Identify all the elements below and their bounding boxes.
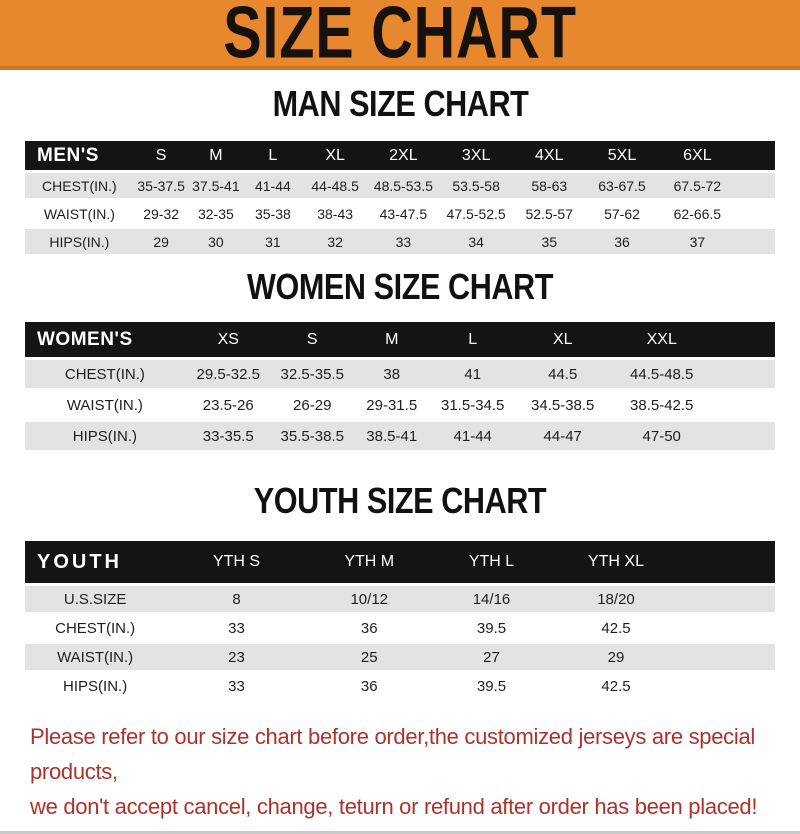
size-value: 23 [165, 644, 308, 670]
size-value: 33 [165, 673, 308, 699]
spacer-cell [680, 644, 775, 670]
mens-hips-row [25, 229, 775, 254]
row-label: WAIST(IN.) [25, 391, 185, 419]
size-value: 30 [189, 229, 244, 254]
size-value: 41-44 [431, 422, 515, 450]
mens-size-table [25, 138, 775, 257]
row-label: CHEST(IN.) [25, 173, 134, 198]
mens-col-l: L [243, 141, 302, 170]
size-value: 44.5 [515, 360, 611, 388]
size-value: 58-63 [513, 173, 585, 198]
size-value: 41-44 [243, 173, 302, 198]
womens-col-s: S [272, 322, 353, 357]
size-value: 35-37.5 [134, 173, 189, 198]
spacer-cell [736, 201, 775, 226]
size-value: 48.5-53.5 [368, 173, 439, 198]
size-value: 36 [308, 673, 431, 699]
youth-size-table [25, 538, 775, 702]
size-value: 34.5-38.5 [515, 391, 611, 419]
size-value: 52.5-57 [513, 201, 585, 226]
size-value: 62-66.5 [659, 201, 736, 226]
row-label: HIPS(IN.) [25, 673, 165, 699]
size-value: 35.5-38.5 [272, 422, 353, 450]
title-banner [0, 0, 800, 74]
size-value: 33 [165, 615, 308, 641]
size-value: 38.5-42.5 [611, 391, 713, 419]
size-value: 38-43 [303, 201, 368, 226]
size-value: 35-38 [243, 201, 302, 226]
womens-table-title: WOMEN'S [25, 322, 185, 357]
size-value: 31.5-34.5 [431, 391, 515, 419]
size-value: 39.5 [431, 615, 553, 641]
mens-chest-row [25, 173, 775, 198]
size-value: 29.5-32.5 [185, 360, 272, 388]
youth-header-row [25, 541, 775, 583]
man-section-heading-text: MAN SIZE CHART [272, 83, 528, 124]
size-value: 27 [431, 644, 553, 670]
row-label: CHEST(IN.) [25, 360, 185, 388]
size-value: 36 [585, 229, 659, 254]
size-value: 63-67.5 [585, 173, 659, 198]
size-value: 8 [165, 586, 308, 612]
row-label: U.S.SIZE [25, 586, 165, 612]
size-value: 14/16 [431, 586, 553, 612]
spacer-cell [680, 586, 775, 612]
youth-col-xl: YTH XL [552, 541, 680, 583]
size-value: 38.5-41 [353, 422, 431, 450]
size-value: 32.5-35.5 [272, 360, 353, 388]
womens-header-row [25, 322, 775, 357]
youth-ussize-row [25, 586, 775, 612]
size-value: 37 [659, 229, 736, 254]
mens-col-m: M [189, 141, 244, 170]
size-value: 42.5 [552, 673, 680, 699]
size-value: 35 [513, 229, 585, 254]
size-value: 57-62 [585, 201, 659, 226]
youth-col-l: YTH L [431, 541, 553, 583]
size-value: 26-29 [272, 391, 353, 419]
disclaimer-line-1: Please refer to our size chart before order,the customized jerseys are special products, [30, 724, 755, 784]
size-value: 32 [303, 229, 368, 254]
womens-col-m: M [353, 322, 431, 357]
spacer-cell [680, 673, 775, 699]
size-value: 29 [552, 644, 680, 670]
size-value: 47.5-52.5 [439, 201, 513, 226]
youth-waist-row [25, 644, 775, 670]
row-label: CHEST(IN.) [25, 615, 165, 641]
disclaimer-line-2: we don't accept cancel, change, teturn or refund after order has been placed! [30, 794, 758, 819]
size-value: 43-47.5 [368, 201, 439, 226]
womens-col-l: L [431, 322, 515, 357]
size-value: 33 [368, 229, 439, 254]
spacer-cell [680, 541, 775, 583]
womens-col-xl: XL [515, 322, 611, 357]
womens-chest-row [25, 360, 775, 388]
mens-col-s: S [134, 141, 189, 170]
mens-col-3xl: 3XL [439, 141, 513, 170]
youth-hips-row [25, 673, 775, 699]
size-value: 36 [308, 615, 431, 641]
women-section-heading [0, 266, 800, 308]
youth-table-title: YOUTH [25, 541, 165, 583]
size-value: 34 [439, 229, 513, 254]
mens-col-2xl: 2XL [368, 141, 439, 170]
size-value: 53.5-58 [439, 173, 513, 198]
mens-col-4xl: 4XL [513, 141, 585, 170]
womens-size-table [25, 319, 775, 453]
row-label: WAIST(IN.) [25, 201, 134, 226]
womens-col-xs: XS [185, 322, 272, 357]
youth-chest-row [25, 615, 775, 641]
womens-waist-row [25, 391, 775, 419]
mens-col-6xl: 6XL [659, 141, 736, 170]
size-value: 42.5 [552, 615, 680, 641]
youth-col-s: YTH S [165, 541, 308, 583]
youth-section-heading [0, 480, 800, 522]
spacer-cell [736, 229, 775, 254]
size-value: 41 [431, 360, 515, 388]
spacer-cell [713, 422, 775, 450]
size-value: 67.5-72 [659, 173, 736, 198]
size-value: 25 [308, 644, 431, 670]
spacer-cell [736, 173, 775, 198]
spacer-cell [680, 615, 775, 641]
row-label: HIPS(IN.) [25, 422, 185, 450]
mens-col-xl: XL [303, 141, 368, 170]
size-value: 47-50 [611, 422, 713, 450]
spacer-cell [713, 391, 775, 419]
youth-col-m: YTH M [308, 541, 431, 583]
size-value: 23.5-26 [185, 391, 272, 419]
womens-hips-row [25, 422, 775, 450]
size-value: 10/12 [308, 586, 431, 612]
size-value: 29 [134, 229, 189, 254]
youth-section-heading-text: YOUTH SIZE CHART [253, 480, 547, 521]
mens-header-row [25, 141, 775, 170]
size-value: 29-32 [134, 201, 189, 226]
row-label: WAIST(IN.) [25, 644, 165, 670]
mens-waist-row [25, 201, 775, 226]
mens-table-title: MEN'S [25, 141, 134, 170]
size-value: 44-48.5 [303, 173, 368, 198]
size-value: 39.5 [431, 673, 553, 699]
page-title: SIZE CHART [223, 0, 577, 74]
spacer-cell [736, 141, 775, 170]
size-value: 44-47 [515, 422, 611, 450]
size-value: 31 [243, 229, 302, 254]
size-value: 37.5-41 [189, 173, 244, 198]
size-value: 18/20 [552, 586, 680, 612]
man-section-heading [0, 83, 800, 125]
size-value: 29-31.5 [353, 391, 431, 419]
disclaimer-text [30, 719, 772, 824]
size-value: 32-35 [189, 201, 244, 226]
womens-col-xxl: XXL [611, 322, 713, 357]
mens-col-5xl: 5XL [585, 141, 659, 170]
row-label: HIPS(IN.) [25, 229, 134, 254]
spacer-cell [713, 360, 775, 388]
size-value: 33-35.5 [185, 422, 272, 450]
spacer-cell [713, 322, 775, 357]
women-section-heading-text: WOMEN SIZE CHART [246, 266, 553, 307]
size-value: 38 [353, 360, 431, 388]
size-value: 44.5-48.5 [611, 360, 713, 388]
